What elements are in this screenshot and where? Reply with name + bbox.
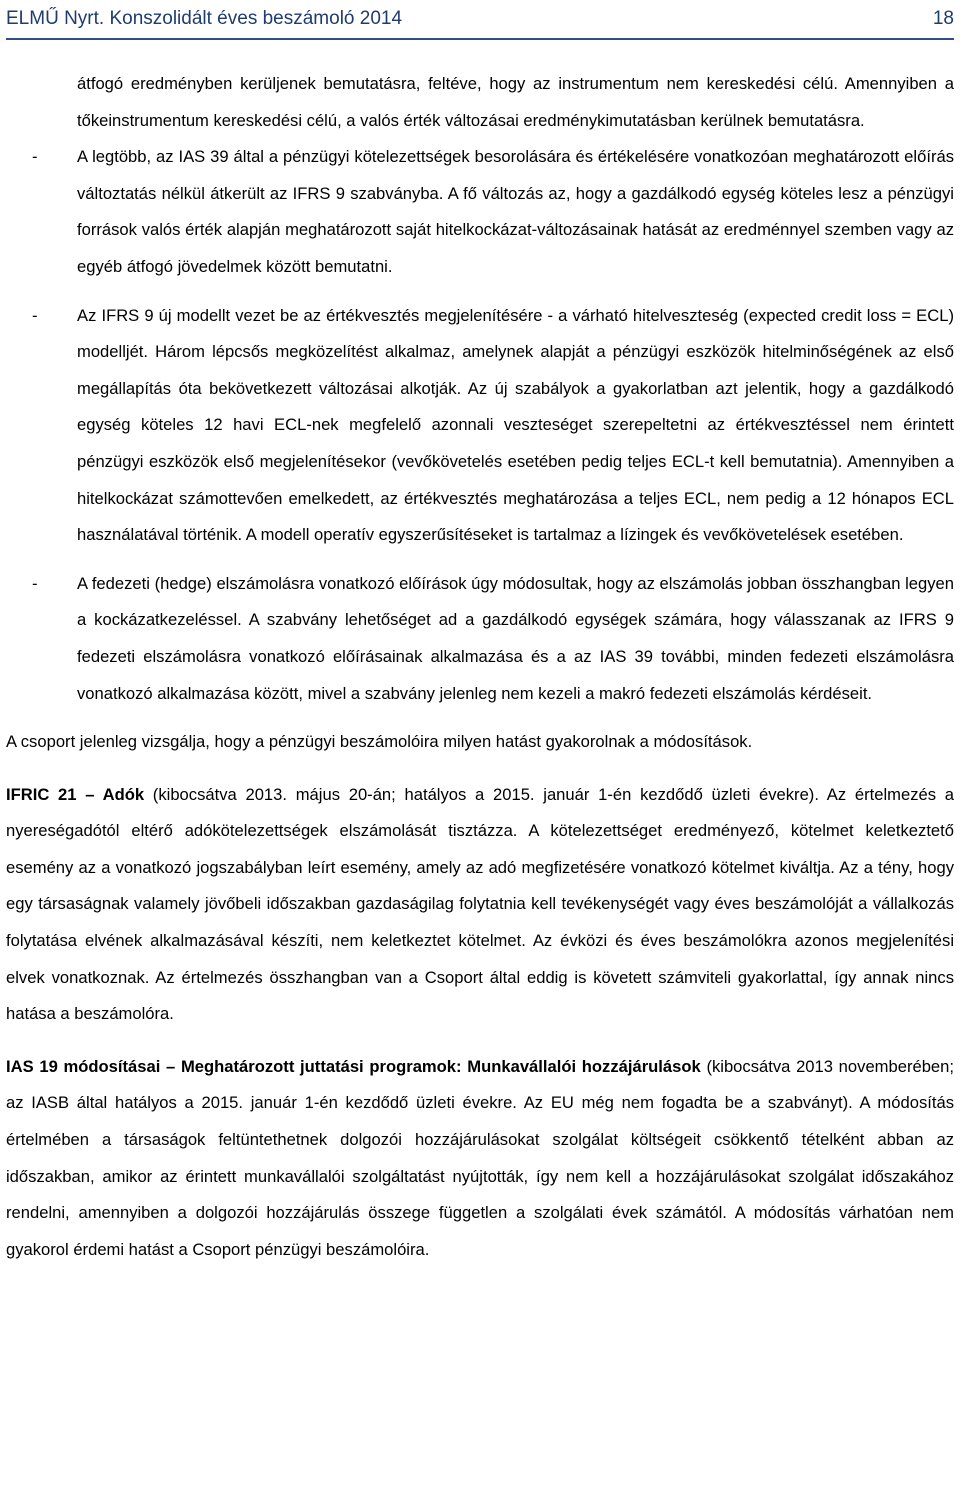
closing-paragraph: A csoport jelenleg vizsgálja, hogy a pénzügyi beszámolóira milyen hatást gyakorolnak a módosítások.: [6, 732, 753, 752]
ifric21-code: IFRIC 21 –: [6, 784, 103, 804]
ias19-paragraph: [6, 1049, 954, 1269]
list-item: [6, 298, 954, 554]
ias19-heading: IAS 19 módosításai – Meghatározott juttatási programok: Munkavállalói hozzájárulások: [6, 1056, 701, 1076]
document-title: ELMŰ Nyrt. Konszolidált éves beszámoló 2014: [6, 8, 403, 29]
ias19-body: (kibocsátva 2013 novemberében; az IASB által hatályos a 2015. január 1-én kezdődő üzleti évekre. Az EU még nem fogadta be a szabványt). A módosítás értelmében a társaságok feltüntethetnek dolgozói hozzájárulásokat szolgálat költségeit csökkentő tételként abban az időszakban, amikor az érintett munkavállalói szolgáltatást nyújtották, így nem kell a hozzájárulásokat szolgálat időszakához rendelni, amennyiben a dolgozói hozzájárulás összege független a szolgálati évek számától. A módosítás várhatóan nem gyakorol érdemi hatást a Csoport pénzügyi beszámolóira.: [6, 1056, 954, 1259]
ifric21-title: Adók: [102, 784, 145, 804]
bullet-dash: -: [32, 305, 38, 325]
page-number: 18: [932, 8, 954, 29]
ifric21-paragraph: [6, 777, 954, 1033]
page-body: [6, 66, 954, 1268]
ifric21-body: (kibocsátva 2013. május 20-án; hatályos a 2015. január 1-én kezdődő üzleti évekre). Az értelmezés a nyereségadótól eltérő adókötelezettségek elszámolását tisztázza. A kötelezettséget eredményező, kötelmet keletkeztető esemény az a vonatkozó jogszabályban leírt esemény, amely az adó megfizetésére vonatkozó kötelmet kiváltja. Az a tény, hogy egy társaságnak valamely jövőbeli időszakban gazdaságilag folytatnia kell tevékenységét vagy éves beszámolóját a vállalkozás folytatása elvének alkalmazásával készíti, nem keletkeztet kötelmet. Az évközi és éves beszámolókra azonos megjelenítési elvek vonatkoznak. Az értelmezés összhangban van a Csoport által eddig is követett számviteli gyakorlattal, így annak nincs hatása a beszámolóra.: [6, 784, 954, 1024]
bullet-dash: -: [32, 573, 38, 593]
continuation-paragraph: átfogó eredményben kerüljenek bemutatásra, feltéve, hogy az instrumentum nem kereskedési célú. Amennyiben a tőkeinstrumentum kereskedési célú, a valós érték változásai eredménykimutatásban kerülnek bemutatásra.: [77, 74, 954, 130]
list-item-text: A fedezeti (hedge) elszámolásra vonatkozó előírások úgy módosultak, hogy az elszámolás jobban összhangban legyen a kockázatkezeléssel. A szabvány lehetőséget ad a gazdálkodó egységek számára, hogy válasszanak az IFRS 9 fedezeti elszámolásra vonatkozó előírásainak alkalmazása és a az IAS 39 további, minden fedezeti elszámolásra vonatkozó alkalmazása között, mivel a szabvány jelenleg nem kezeli a makró fedezeti elszámolás kérdéseit.: [77, 573, 954, 703]
list-item-text: A legtöbb, az IAS 39 által a pénzügyi kötelezettségek besorolására és értékelésére vonatkozóan meghatározott előírás változtatás nélkül átkerült az IFRS 9 szabványba. A fő változás az, hogy a gazdálkodó egység köteles lesz a pénzügyi források valós érték alapján meghatározott saját hitelkockázat-változásainak hatását az eredménnyel szemben vagy az egyéb átfogó jövedelmek között bemutatni.: [77, 147, 954, 276]
header-divider: [6, 38, 954, 40]
list-item: [6, 139, 954, 285]
page-header: [6, 2, 954, 36]
bullet-dash: -: [32, 147, 38, 167]
list-item-text: Az IFRS 9 új modellt vezet be az értékvesztés megjelenítésére - a várható hitelveszteség (expected credit loss = ECL) modelljét. Három lépcsős megközelítést alkalmaz, amelynek alapját a pénzügyi eszközök hitelminőségének az első megállapítás óta bekövetkezett változásai alkotják. Az új szabályok a gyakorlatban azt jelentik, hogy a gazdálkodó egység köteles 12 havi ECL-nek megfelelő azonnali veszteséget szerepeltetni az értékvesztéssel nem érintett pénzügyi eszközök első megjelenítésekor (vevőkövetelés esetében pedig teljes ECL-t kell bemutatnia). Amennyiben a hitelkockázat számottevően emelkedett, az értékvesztés meghatározása a teljes ECL, nem pedig a 12 hónapos ECL használatával történik. A modell operatív egyszerűsítéseket is tartalmaz a lízingek és vevőkövetelések esetében.: [77, 305, 954, 545]
list-item: [6, 566, 954, 712]
